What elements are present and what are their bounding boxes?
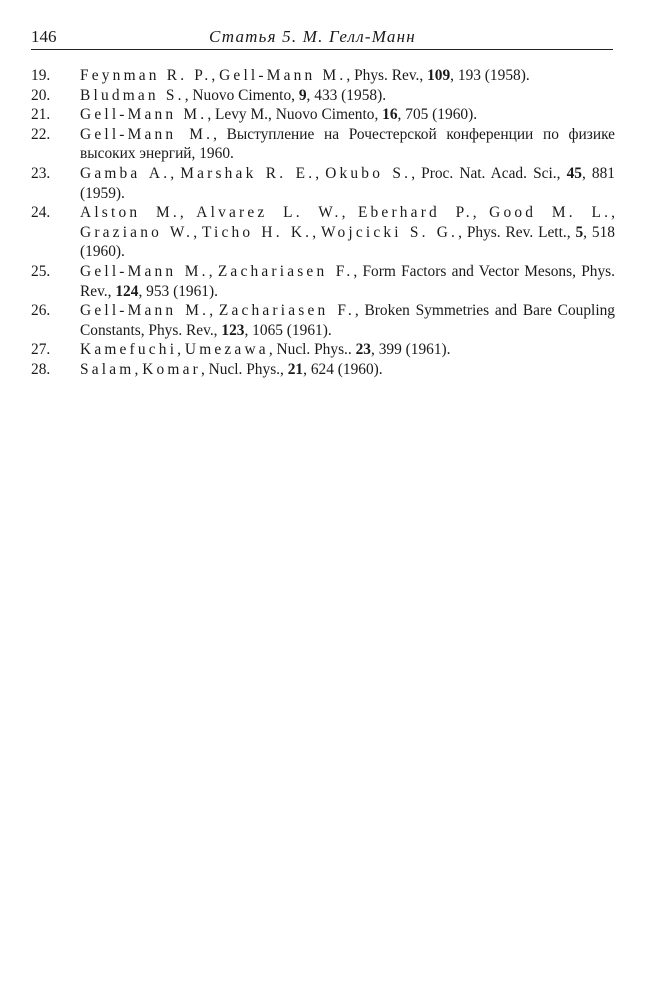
citation-text: , Form Factors and Vector Mesons, Phys. Rev., (80, 262, 615, 300)
volume-number: 123 (221, 321, 245, 339)
citation-text: , (179, 204, 197, 222)
author-name: Graziano W. (80, 223, 194, 241)
citation-text: , Nucl. Phys.. (268, 341, 356, 359)
volume-number: 23 (355, 341, 371, 359)
volume-number: 124 (115, 282, 139, 300)
reference-list (31, 66, 615, 380)
citation-text: , 193 (1958). (450, 67, 530, 84)
citation-text: , 624 (1960). (303, 360, 383, 378)
citation-text: , (211, 67, 220, 84)
page-number: 146 (31, 27, 57, 46)
author-name: Feynman R. P. (80, 67, 212, 84)
author-name: Zachariasen F. (218, 302, 355, 320)
reference-number: 19. (31, 67, 51, 84)
citation-text: , (341, 204, 358, 222)
author-name: Gell-Mann M. (80, 262, 209, 280)
reference-number: 22. (31, 125, 51, 143)
citation-text: , Выступление на Рочестерской конференции по физике высоких энергий, 1960. (80, 125, 616, 163)
reference-item (31, 301, 615, 340)
author-name: Alvarez L. W. (196, 204, 342, 222)
author-name: Umezawa (184, 341, 269, 359)
author-name: Marshak R. E. (180, 164, 316, 182)
citation-text: , (170, 164, 181, 182)
citation-text: , Levy M., Nuovo Cimento, (207, 106, 383, 124)
reference-item (31, 66, 615, 86)
citation-text: , Phys. Rev., (346, 67, 428, 84)
citation-text: , (312, 223, 321, 241)
citation-text: , (472, 204, 490, 222)
citation-text: , (134, 360, 143, 378)
author-name: Gell-Mann M. (80, 106, 208, 124)
reference-item (31, 86, 615, 106)
author-name: Wojcicki S. G. (320, 223, 459, 241)
author-name: Gell-Mann M. (219, 67, 347, 84)
author-name: Salam (80, 360, 135, 378)
reference-item (31, 262, 615, 301)
reference-item (31, 164, 615, 203)
reference-number: 25. (31, 262, 51, 280)
reference-number: 26. (31, 302, 51, 320)
citation-text: , 705 (1960). (397, 106, 478, 124)
volume-number: 5 (575, 223, 584, 241)
citation-text: , Nuovo Cimento, (184, 86, 299, 104)
reference-item (31, 360, 615, 380)
citation-text: , Phys. Rev. Lett., (458, 223, 576, 241)
citation-text: , 881 (1959). (80, 164, 615, 202)
citation-text: , (193, 223, 202, 241)
citation-text: , Proc. Nat. Acad. Sci., (411, 164, 567, 182)
reference-number: 21. (31, 106, 51, 124)
author-name: Komar (142, 360, 201, 378)
reference-number: 28. (31, 360, 51, 378)
volume-number: 21 (287, 360, 304, 378)
author-name: Zachariasen F. (217, 262, 354, 280)
author-name: Gell-Mann M. (80, 302, 210, 320)
volume-number: 16 (382, 106, 398, 124)
reference-item (31, 340, 615, 360)
reference-number: 27. (31, 341, 51, 359)
author-name: Good M. L. (489, 204, 612, 222)
reference-number: 24. (31, 204, 51, 222)
running-title: Статья 5. М. Гелл-Манн (209, 27, 416, 46)
citation-text: , 1065 (1961). (244, 321, 332, 339)
author-name: Alston M. (80, 204, 180, 222)
reference-number: 20. (31, 86, 51, 104)
volume-number: 109 (427, 67, 451, 84)
citation-text: , Broken Symmetries and Bare Coupling Constants, Phys. Rev., (80, 302, 615, 339)
citation-text: , Nucl. Phys., (200, 360, 288, 378)
citation-text: , 399 (1961). (371, 341, 451, 359)
citation-text: , (315, 164, 326, 182)
author-name: Kamefuchi (80, 341, 178, 359)
citation-text: , 518 (1960). (80, 223, 615, 261)
reference-item (31, 125, 615, 164)
author-name: Ticho H. K. (201, 223, 313, 241)
citation-text: , 953 (1961). (138, 282, 218, 300)
author-name: Bludman S. (80, 86, 185, 104)
author-name: Gamba A. (80, 164, 171, 182)
citation-text: , (611, 204, 616, 222)
citation-text: , (209, 302, 219, 320)
volume-number: 9 (298, 86, 307, 104)
author-name: Eberhard P. (357, 204, 473, 222)
author-name: Okubo S. (325, 164, 412, 182)
author-name: Gell-Mann M. (80, 125, 214, 143)
page-header (31, 27, 613, 50)
citation-text: , 433 (1958). (306, 86, 387, 104)
reference-number: 23. (31, 164, 51, 182)
citation-text: , (177, 341, 185, 359)
volume-number: 45 (566, 164, 582, 182)
reference-item (31, 203, 615, 262)
citation-text: , (208, 262, 218, 280)
reference-item (31, 105, 615, 125)
